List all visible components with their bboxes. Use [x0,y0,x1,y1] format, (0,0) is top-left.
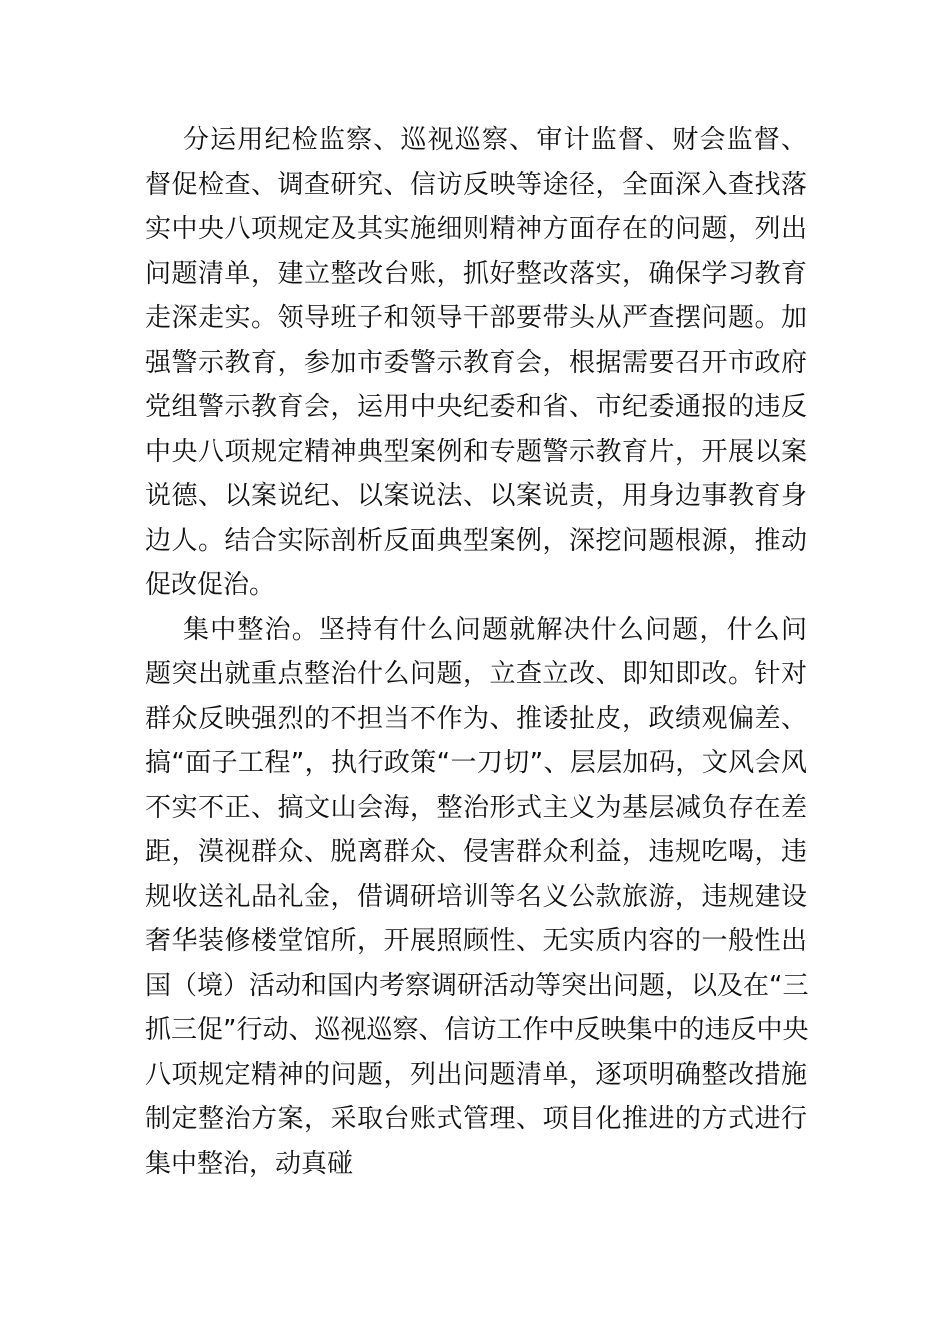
text-line: 分运用纪检监察、巡视巡察、审计监督、财会监督、 [183,125,807,155]
text-line: 说德、以案说纪、以案说法、以案说责，用身边事教育身 [145,481,807,511]
paragraph [145,608,807,1187]
text-line: 实中央八项规定及其实施细则精神方面存在的问题，列出 [145,214,807,244]
text-line: 中央八项规定精神典型案例和专题警示教育片，开展以案 [145,436,807,467]
text-line: 不实不正、搞文山会海，整治形式主义为基层减负存在差 [145,792,807,823]
text-line: 八项规定精神的问题，列出问题清单，逐项明确整改措施 [145,1059,807,1090]
text-line: 群众反映强烈的不担当不作为、推诿扯皮，政绩观偏差、 [145,703,807,734]
text-line: 问题清单，建立整改台账，抓好整改落实，确保学习教育 [145,258,807,289]
text-line: 国（境）活动和国内考察调研活动等突出问题，以及在“三 [145,970,809,1001]
text-line: 督促检查、调查研究、信访反映等途径，全面深入查找落 [145,169,807,200]
text-line: 题突出就重点整治什么问题，立查立改、即知即改。针对 [145,659,807,689]
text-line: 集中整治，动真碰 [145,1148,354,1179]
document-page [145,118,807,1186]
text-line: 规收送礼品礼金，借调研培训等名义公款旅游，违规建设 [145,881,807,912]
text-line: 党组警示教育会，运用中央纪委和省、市纪委通报的违反 [145,392,807,422]
text-line: 集中整治。坚持有什么问题就解决什么问题，什么问 [183,614,807,645]
text-line: 抓三促”行动、巡视巡察、信访工作中反映集中的违反中央 [145,1015,809,1045]
text-line: 走深走实。领导班子和领导干部要带头从严查摆问题。加 [145,303,807,333]
paragraph [145,118,807,608]
text-line: 距，漠视群众、脱离群众、侵害群众利益，违规吃喝，违 [145,837,807,867]
text-line: 搞“面子工程”，执行政策“一刀切”、层层加码，文风会风 [145,748,807,778]
text-line: 边人。结合实际剖析反面典型案例，深挖问题根源，推动 [145,525,807,556]
text-line: 促改促治。 [145,570,276,600]
text-line: 强警示教育，参加市委警示教育会，根据需要召开市政府 [145,347,807,378]
text-line: 制定整治方案，采取台账式管理、项目化推进的方式进行 [145,1104,807,1134]
text-line: 奢华装修楼堂馆所，开展照顾性、无实质内容的一般性出 [145,926,807,956]
